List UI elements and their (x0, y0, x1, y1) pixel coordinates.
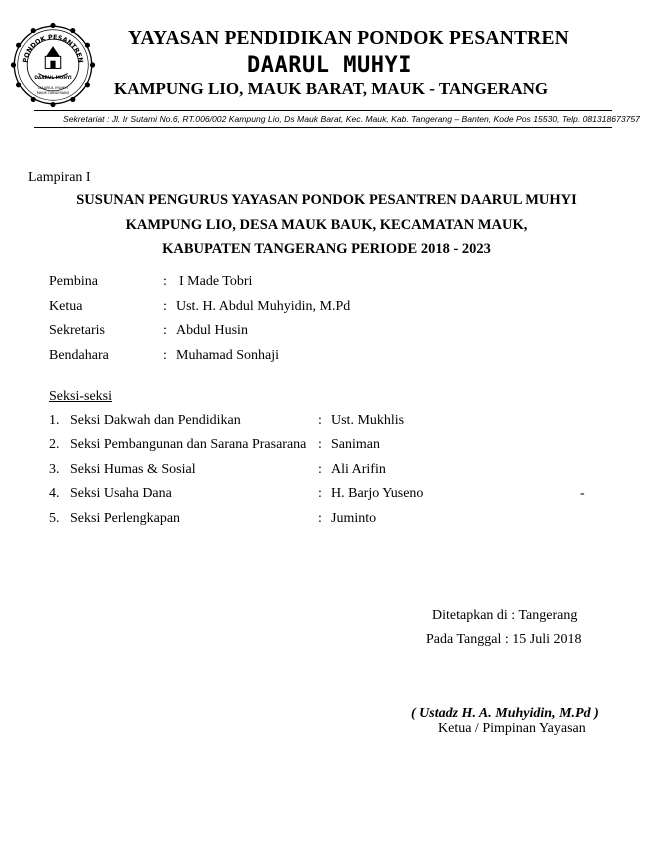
doc-title-line3: KABUPATEN TANGERANG PERIODE 2018 - 2023 (162, 241, 491, 257)
pengurus-label: Ketua (49, 299, 83, 314)
seksi-number: 3. (49, 462, 60, 477)
pengurus-label: Bendahara (49, 348, 109, 363)
pengurus-colon: : (163, 299, 167, 314)
yayasan-logo-seal (10, 22, 96, 108)
seksi-colon: : (318, 462, 322, 477)
stray-dash: - (580, 486, 585, 501)
logo-bottom-text: DAARUL MUHYI (38, 85, 68, 91)
pengurus-colon: : (163, 274, 167, 289)
seksi-value: Juminto (331, 511, 377, 526)
logo-emblem (38, 46, 67, 78)
seksi-value: Ust. Mukhlis (331, 413, 405, 428)
seksi-colon: : (318, 437, 322, 452)
seksi-heading: Seksi-seksi (49, 389, 112, 404)
seksi-number: 2. (49, 437, 60, 452)
letterhead-title-line2: DAARUL MUHYI (247, 53, 412, 78)
letterhead-address: Sekretariat : Jl. Ir Sutami No.6, RT.006/002 Kampung Lio, Ds Mauk Barat, Kec. Mauk, Kab. Tangerang – Banten, Kode Pos 15530, Telp. 081318673757 (63, 114, 640, 124)
seksi-colon: : (318, 486, 322, 501)
seksi-colon: : (318, 413, 322, 428)
pengurus-value: I Made Tobri (179, 274, 253, 289)
letterhead-title-line3: KAMPUNG LIO, MAUK BARAT, MAUK - TANGERANG (114, 79, 549, 98)
pada-tanggal: Pada Tanggal : 15 Juli 2018 (426, 632, 582, 647)
seksi-value: H. Barjo Yuseno (331, 486, 424, 501)
signatory-role: Ketua / Pimpinan Yayasan (438, 721, 586, 736)
logo-center-text: DAARUL MUHYI (34, 75, 72, 81)
pengurus-colon: : (163, 323, 167, 338)
letterhead-title-line1: YAYASAN PENDIDIKAN PONDOK PESANTREN (128, 28, 569, 49)
seksi-name: Seksi Usaha Dana (70, 486, 172, 501)
pengurus-value: Ust. H. Abdul Muhyidin, M.Pd (176, 299, 351, 314)
signatory-name: ( Ustadz H. A. Muhyidin, M.Pd ) (411, 706, 599, 721)
doc-title-line2: KAMPUNG LIO, DESA MAUK BAUK, KECAMATAN MAUK, (125, 217, 528, 233)
letterhead-rule-top (34, 110, 612, 111)
pengurus-value: Abdul Husin (176, 323, 248, 338)
pengurus-label: Sekretaris (49, 323, 105, 338)
seksi-value: Ali Arifin (331, 462, 386, 477)
logo-top-text: PONDOK PESANTREN (21, 33, 85, 64)
seksi-name: Seksi Pembangunan dan Sarana Prasarana (70, 437, 307, 452)
pengurus-value: Muhamad Sonhaji (176, 348, 280, 363)
seksi-number: 5. (49, 511, 60, 526)
doc-title-line1: SUSUNAN PENGURUS YAYASAN PONDOK PESANTREN DAARUL MUHYI (76, 192, 577, 208)
seksi-number: 4. (49, 486, 60, 501)
seksi-colon: : (318, 511, 322, 526)
pengurus-label: Pembina (49, 274, 98, 289)
lampiran-label: Lampiran I (28, 170, 91, 185)
seksi-value: Saniman (331, 437, 380, 452)
pengurus-colon: : (163, 348, 167, 363)
ditetapkan-di: Ditetapkan di : Tangerang (432, 608, 578, 623)
seksi-number: 1. (49, 413, 60, 428)
letterhead-rule-bottom (34, 127, 612, 128)
seksi-name: Seksi Perlengkapan (70, 511, 181, 526)
logo-bottom-text2: MAUK TANGERANG (36, 91, 70, 96)
seksi-name: Seksi Dakwah dan Pendidikan (70, 413, 241, 428)
seksi-name: Seksi Humas & Sosial (70, 462, 196, 477)
